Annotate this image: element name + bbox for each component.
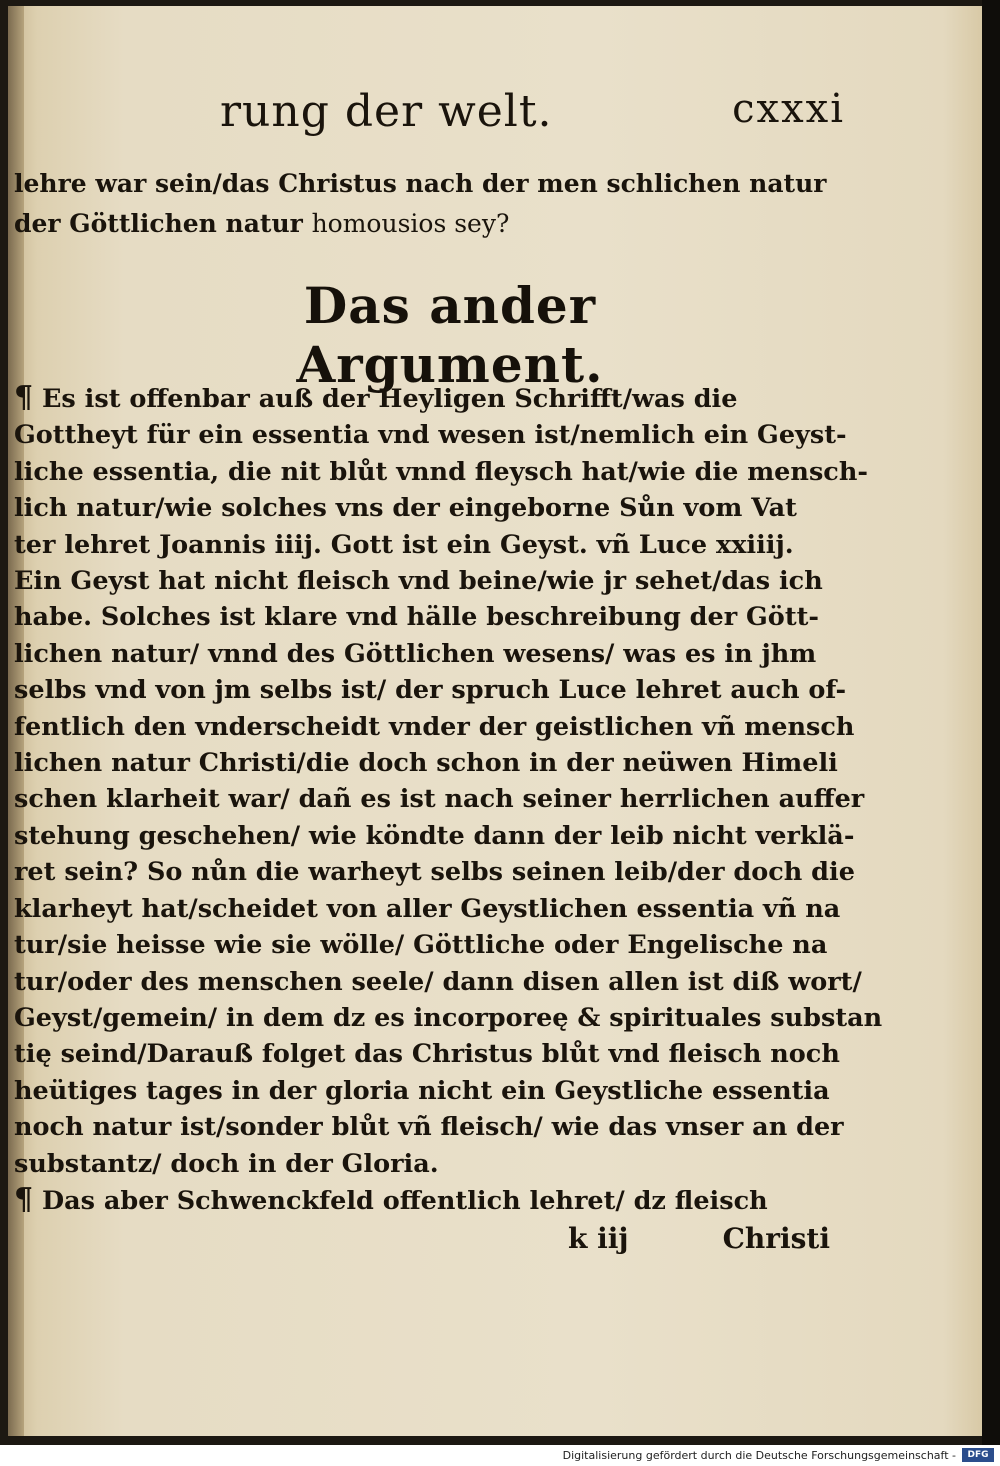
latin-word: homousios sey? [311, 209, 510, 238]
body-line: Ein Geyst hat nicht fleisch vnd beine/wie jr sehet/das ich [14, 566, 823, 597]
body-line: stehung geschehen/ wie köndte dann der leib nicht verklä- [14, 820, 855, 851]
signature-mark: k iij [568, 1222, 629, 1255]
section-title: Das ander Argument. [296, 276, 604, 394]
body-line: Geyst/gemein/ in dem dz es incorporeę & spirituales substan [14, 1002, 883, 1033]
scan-edge [982, 0, 1000, 1445]
catchword: Christi [722, 1222, 830, 1255]
funding-note: Digitalisierung gefördert durch die Deutsche Forschungsgemeinschaft - [562, 1449, 956, 1462]
body-line: lichen natur Christi/die doch schon in der neüwen Himeli [14, 748, 838, 779]
body-line: lich natur/wie solches vns der eingeborne Sůn vom Vat [14, 493, 797, 524]
pilcrow-icon: ¶ [14, 1181, 34, 1217]
body-line: substantz/ doch in der Gloria. [14, 1148, 439, 1179]
page-foot [560, 1222, 850, 1262]
body-line: tię seind/Darauß folget das Christus blůt vnd fleisch noch [14, 1039, 840, 1070]
pilcrow-icon: ¶ [14, 380, 34, 415]
intro-line: lehre war sein/das Christus nach der men schlichen natur [14, 169, 827, 198]
intro-line [14, 204, 844, 244]
body-line: liche essentia, die nit blůt vnnd fleysch hat/wie die mensch- [14, 456, 868, 487]
dfg-logo-icon: DFG [962, 1448, 994, 1462]
body-line: habe. Solches ist klare vnd hälle beschreibung der Gött- [14, 602, 819, 633]
body-line: klarheyt hat/scheidet von aller Geystlichen essentia vñ na [14, 893, 841, 924]
body-text [14, 380, 883, 1219]
running-head: rung der welt. [220, 86, 553, 137]
page-header [220, 86, 845, 156]
body-line: tur/sie heisse wie sie wölle/ Göttliche oder Engelische na [14, 930, 828, 961]
body-line: heütiges tages in der gloria nicht ein Geystliche essentia [14, 1075, 830, 1106]
body-line [14, 380, 844, 417]
intro-text [14, 164, 844, 244]
body-line: ret sein? So nůn die warheyt selbs seinen leib/der doch die [14, 857, 855, 888]
intro-line-text: der Göttlichen natur [14, 209, 303, 238]
body-line: selbs vnd von jm selbs ist/ der spruch Luce lehret auch of- [14, 675, 847, 706]
body-line: schen klarheit war/ dañ es ist nach seiner herrlichen auffer [14, 784, 865, 815]
body-line: fentlich den vnderscheidt vnder der geistlichen vñ mensch [14, 711, 855, 742]
body-line: noch natur ist/sonder blůt vñ fleisch/ wie das vnser an der [14, 1112, 844, 1143]
body-line: tur/oder des menschen seele/ dann disen allen ist diß wort/ [14, 966, 862, 997]
body-line: ter lehret Joannis iiij. Gott ist ein Geyst. vñ Luce xxiiij. [14, 529, 794, 560]
body-line-text: Es ist offenbar auß der Heyligen Schrifft/was die [41, 384, 738, 414]
body-line: Gottheyt für ein essentia vnd wesen ist/nemlich ein Geyst- [14, 420, 847, 451]
folio-number: cxxxi [732, 86, 845, 132]
footer-bar [0, 1445, 1000, 1466]
body-line [14, 1182, 844, 1219]
body-line: lichen natur/ vnnd des Göttlichen wesens/ was es in jhm [14, 638, 817, 669]
body-line-text: Das aber Schwenckfeld offentlich lehret/ dz fleisch [41, 1185, 768, 1216]
